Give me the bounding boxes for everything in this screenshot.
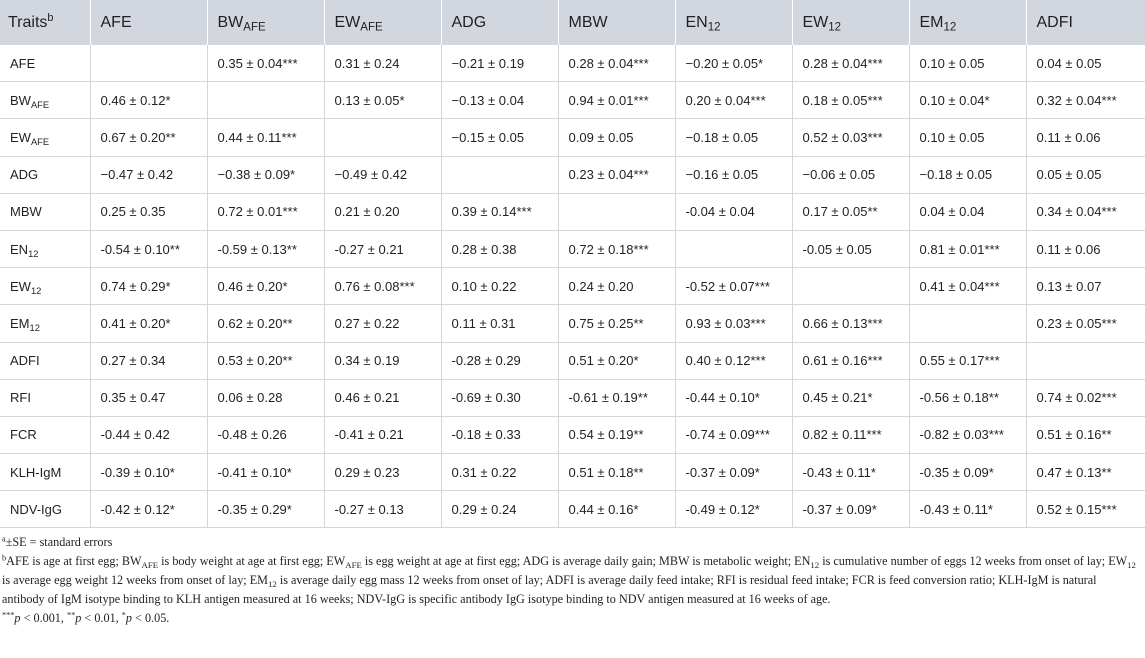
corner-footnote-marker: b (47, 11, 54, 24)
column-header (792, 0, 909, 45)
row-header (0, 268, 90, 305)
column-header (909, 0, 1026, 45)
table-cell: 0.32 ± 0.04*** (1026, 82, 1145, 119)
table-cell: -0.44 ± 0.10* (675, 379, 792, 416)
table-cell: 0.18 ± 0.05*** (792, 82, 909, 119)
table-cell (324, 119, 441, 156)
column-header-text: EW (334, 13, 361, 31)
column-header (324, 0, 441, 45)
row-header-text: EM (10, 315, 30, 331)
row-header-text: KLH-IgM (10, 464, 62, 480)
table-cell: 0.74 ± 0.02*** (1026, 379, 1145, 416)
table-cell: 0.74 ± 0.29* (90, 268, 207, 305)
table-cell: 0.39 ± 0.14*** (441, 193, 558, 230)
footnote-b-text: AFE is age at first egg; BW (6, 554, 142, 569)
table-cell (792, 268, 909, 305)
footnote-b-subscript: 12 (1127, 560, 1136, 571)
table-cell: 0.27 ± 0.34 (90, 342, 207, 379)
table-cell: −0.18 ± 0.05 (675, 119, 792, 156)
table-cell: 0.46 ± 0.12* (90, 82, 207, 119)
table-cell: -0.04 ± 0.04 (675, 193, 792, 230)
column-header-subscript: 12 (707, 21, 721, 34)
table-cell: 0.27 ± 0.22 (324, 305, 441, 342)
significance-p: p (75, 611, 82, 626)
table-cell: -0.18 ± 0.33 (441, 416, 558, 453)
footnote-b-text: is cumulative number of eggs 12 weeks from onset of lay; EW (819, 554, 1128, 569)
row-header-subscript: AFE (30, 136, 50, 147)
table-cell: 0.44 ± 0.11*** (207, 119, 324, 156)
table-cell: 0.62 ± 0.20** (207, 305, 324, 342)
row-header-text: NDV-IgG (10, 501, 63, 517)
table-row (0, 416, 1145, 453)
table-body (0, 45, 1145, 528)
row-header-subscript: AFE (30, 99, 50, 110)
table-cell (90, 45, 207, 82)
table-cell (558, 193, 675, 230)
row-header (0, 82, 90, 119)
table-cell: 0.53 ± 0.20** (207, 342, 324, 379)
table-cell: -0.42 ± 0.12* (90, 491, 207, 528)
row-header-subscript: 12 (30, 285, 42, 296)
significance-threshold: < 0.001, (20, 611, 67, 626)
table-cell: -0.56 ± 0.18** (909, 379, 1026, 416)
column-header (207, 0, 324, 45)
footnote-a-text: ±SE = standard errors (5, 535, 113, 550)
footnote-a (2, 533, 1139, 552)
table-row (0, 119, 1145, 156)
column-header (675, 0, 792, 45)
table-cell: 0.28 ± 0.04*** (792, 45, 909, 82)
table-cell: 0.13 ± 0.05* (324, 82, 441, 119)
table-cell: 0.34 ± 0.19 (324, 342, 441, 379)
table-cell: 0.72 ± 0.18*** (558, 230, 675, 267)
significance-stars: ** (67, 610, 76, 620)
column-header-text: ADG (451, 13, 487, 31)
table-cell (207, 82, 324, 119)
table-cell: 0.46 ± 0.20* (207, 268, 324, 305)
table-cell: −0.21 ± 0.19 (441, 45, 558, 82)
significance-stars: * (121, 610, 126, 620)
table-cell (909, 305, 1026, 342)
table-cell: 0.61 ± 0.16*** (792, 342, 909, 379)
footnote-b-text: is average egg weight 12 weeks from onset of lay; EM (2, 573, 269, 588)
table-cell: -0.27 ± 0.21 (324, 230, 441, 267)
footnote-b-text: is average daily egg mass 12 weeks from onset of lay; ADFI is average daily feed intake; RFI is residual feed intake; FCR is feed conversion ratio; KLH-IgM is natural antibody of IgM isotype binding to KLH antigen measured at 16 weeks; NDV-IgG is specific antibody IgG isotype binding to NDV antigen measured at 16 weeks of age. (2, 573, 1097, 607)
column-header-subscript: AFE (243, 21, 266, 34)
table-cell: 0.55 ± 0.17*** (909, 342, 1026, 379)
column-header (441, 0, 558, 45)
table-row (0, 454, 1145, 491)
corner-label: Traits (8, 13, 48, 31)
table-cell: 0.10 ± 0.05 (909, 45, 1026, 82)
table-row (0, 342, 1145, 379)
table-cell: 0.34 ± 0.04*** (1026, 193, 1145, 230)
table-cell: 0.94 ± 0.01*** (558, 82, 675, 119)
table-row (0, 379, 1145, 416)
column-header (1026, 0, 1145, 45)
table-cell: 0.72 ± 0.01*** (207, 193, 324, 230)
table-cell: 0.31 ± 0.24 (324, 45, 441, 82)
row-header (0, 119, 90, 156)
table-cell: 0.23 ± 0.05*** (1026, 305, 1145, 342)
table-cell: 0.09 ± 0.05 (558, 119, 675, 156)
table-cell: -0.69 ± 0.30 (441, 379, 558, 416)
table-cell: 0.93 ± 0.03*** (675, 305, 792, 342)
row-header (0, 193, 90, 230)
table-cell (675, 230, 792, 267)
table-cell: 0.04 ± 0.04 (909, 193, 1026, 230)
table-header-row (0, 0, 1145, 45)
column-header-subscript: 12 (943, 21, 957, 34)
table-cell: 0.76 ± 0.08*** (324, 268, 441, 305)
footnote-a-marker: a (2, 534, 6, 544)
significance-threshold: < 0.05. (132, 611, 170, 626)
corner-header (0, 0, 90, 45)
table-cell: -0.37 ± 0.09* (792, 491, 909, 528)
table-cell: 0.51 ± 0.18** (558, 454, 675, 491)
table-cell: 0.52 ± 0.15*** (1026, 491, 1145, 528)
table-cell (441, 156, 558, 193)
significance-p: p (125, 611, 132, 626)
table-cell: −0.38 ± 0.09* (207, 156, 324, 193)
table-cell: -0.61 ± 0.19** (558, 379, 675, 416)
table-cell: 0.29 ± 0.23 (324, 454, 441, 491)
table-cell: 0.04 ± 0.05 (1026, 45, 1145, 82)
table-cell: −0.20 ± 0.05* (675, 45, 792, 82)
table-row (0, 230, 1145, 267)
footnote-b-marker: b (2, 553, 7, 563)
table-cell: 0.47 ± 0.13** (1026, 454, 1145, 491)
table-cell: −0.15 ± 0.05 (441, 119, 558, 156)
column-header-text: ADFI (1036, 13, 1073, 31)
table-cell: 0.82 ± 0.11*** (792, 416, 909, 453)
footnote-significance (2, 609, 1139, 628)
column-header-text: EW (802, 13, 829, 31)
table-row (0, 268, 1145, 305)
footnote-b-text: is egg weight at age at first egg; ADG is average daily gain; MBW is metabolic weight; EN (361, 554, 811, 569)
footnote-b (2, 552, 1139, 609)
table-row (0, 156, 1145, 193)
table-cell: 0.41 ± 0.04*** (909, 268, 1026, 305)
significance-stars: *** (2, 610, 15, 620)
table-cell: -0.48 ± 0.26 (207, 416, 324, 453)
table-cell: 0.21 ± 0.20 (324, 193, 441, 230)
table-cell: -0.59 ± 0.13** (207, 230, 324, 267)
row-header-subscript: 12 (28, 248, 39, 259)
row-header-text: EN (10, 241, 29, 257)
table-cell: 0.51 ± 0.16** (1026, 416, 1145, 453)
table-cell: 0.35 ± 0.04*** (207, 45, 324, 82)
table-cell: 0.05 ± 0.05 (1026, 156, 1145, 193)
table-cell: -0.43 ± 0.11* (909, 491, 1026, 528)
row-header (0, 230, 90, 267)
table-cell: 0.66 ± 0.13*** (792, 305, 909, 342)
table-cell: 0.10 ± 0.05 (909, 119, 1026, 156)
table-cell: -0.41 ± 0.10* (207, 454, 324, 491)
row-header (0, 416, 90, 453)
table-cell: -0.41 ± 0.21 (324, 416, 441, 453)
column-header-text: AFE (100, 13, 132, 31)
row-header (0, 454, 90, 491)
table-cell: -0.05 ± 0.05 (792, 230, 909, 267)
table-cell: -0.74 ± 0.09*** (675, 416, 792, 453)
table-cell: 0.31 ± 0.22 (441, 454, 558, 491)
table-cell: -0.52 ± 0.07*** (675, 268, 792, 305)
table-cell: -0.28 ± 0.29 (441, 342, 558, 379)
table-cell: −0.06 ± 0.05 (792, 156, 909, 193)
row-header-text: ADFI (10, 353, 40, 369)
table-cell: 0.44 ± 0.16* (558, 491, 675, 528)
row-header-text: MBW (10, 204, 42, 220)
table-cell: -0.35 ± 0.09* (909, 454, 1026, 491)
row-header-text: EW (10, 129, 31, 145)
table-cell: -0.27 ± 0.13 (324, 491, 441, 528)
table-cell: 0.51 ± 0.20* (558, 342, 675, 379)
significance-p: p (14, 611, 21, 626)
table-cell: 0.06 ± 0.28 (207, 379, 324, 416)
footnote-b-subscript: AFE (141, 560, 159, 571)
row-header (0, 45, 90, 82)
column-header-subscript: AFE (360, 21, 383, 34)
row-header (0, 491, 90, 528)
table-cell (1026, 342, 1145, 379)
table-cell: 0.13 ± 0.07 (1026, 268, 1145, 305)
row-header-text: AFE (10, 55, 36, 71)
table-cell: -0.82 ± 0.03*** (909, 416, 1026, 453)
table-cell: 0.11 ± 0.06 (1026, 119, 1145, 156)
table-cell: -0.54 ± 0.10** (90, 230, 207, 267)
footnote-b-subscript: 12 (810, 560, 820, 571)
table-cell: 0.41 ± 0.20* (90, 305, 207, 342)
column-header-text: EM (919, 13, 944, 31)
significance-threshold: < 0.01, (81, 611, 122, 626)
column-header-text: MBW (568, 13, 608, 31)
row-header (0, 342, 90, 379)
table-cell: 0.28 ± 0.38 (441, 230, 558, 267)
table-cell: 0.52 ± 0.03*** (792, 119, 909, 156)
column-header (90, 0, 207, 45)
table-cell: 0.25 ± 0.35 (90, 193, 207, 230)
table-cell: −0.18 ± 0.05 (909, 156, 1026, 193)
footnote-b-text: is body weight at age at first egg; EW (158, 554, 346, 569)
table-row (0, 491, 1145, 528)
table-cell: 0.35 ± 0.47 (90, 379, 207, 416)
column-header (558, 0, 675, 45)
table-cell: −0.13 ± 0.04 (441, 82, 558, 119)
footnote-b-subscript: 12 (268, 579, 277, 590)
column-header-subscript: 12 (828, 21, 842, 34)
table-cell: 0.67 ± 0.20** (90, 119, 207, 156)
table-cell: -0.39 ± 0.10* (90, 454, 207, 491)
table-footnotes (0, 528, 1145, 628)
table-cell: 0.46 ± 0.21 (324, 379, 441, 416)
footnote-b-subscript: AFE (345, 560, 362, 571)
table-cell: 0.10 ± 0.04* (909, 82, 1026, 119)
table-cell: 0.24 ± 0.20 (558, 268, 675, 305)
table-cell: 0.81 ± 0.01*** (909, 230, 1026, 267)
table-cell: 0.11 ± 0.31 (441, 305, 558, 342)
table-cell: -0.44 ± 0.42 (90, 416, 207, 453)
table-cell: -0.43 ± 0.11* (792, 454, 909, 491)
row-header-text: EW (10, 278, 31, 294)
table-cell: -0.35 ± 0.29* (207, 491, 324, 528)
table-cell: 0.20 ± 0.04*** (675, 82, 792, 119)
table-cell: 0.45 ± 0.21* (792, 379, 909, 416)
row-header-text: RFI (10, 390, 31, 406)
table-cell: 0.10 ± 0.22 (441, 268, 558, 305)
table-cell: 0.75 ± 0.25** (558, 305, 675, 342)
row-header (0, 305, 90, 342)
table-row (0, 82, 1145, 119)
table-cell: -0.37 ± 0.09* (675, 454, 792, 491)
table-cell: 0.23 ± 0.04*** (558, 156, 675, 193)
table-cell: −0.49 ± 0.42 (324, 156, 441, 193)
column-header-text: BW (217, 13, 244, 31)
row-header-text: BW (10, 92, 31, 108)
row-header-text: FCR (10, 427, 37, 443)
row-header (0, 156, 90, 193)
column-header-text: EN (685, 13, 708, 31)
row-header-text: ADG (10, 167, 39, 183)
table-cell: −0.16 ± 0.05 (675, 156, 792, 193)
table-cell: 0.40 ± 0.12*** (675, 342, 792, 379)
table-cell: −0.47 ± 0.42 (90, 156, 207, 193)
table-cell: -0.49 ± 0.12* (675, 491, 792, 528)
row-header-subscript: 12 (29, 322, 40, 333)
table-row (0, 45, 1145, 82)
table-cell: 0.17 ± 0.05** (792, 193, 909, 230)
table-row (0, 193, 1145, 230)
table-row (0, 305, 1145, 342)
table-cell: 0.29 ± 0.24 (441, 491, 558, 528)
table-cell: 0.11 ± 0.06 (1026, 230, 1145, 267)
table-cell: 0.28 ± 0.04*** (558, 45, 675, 82)
row-header (0, 379, 90, 416)
table-cell: 0.54 ± 0.19** (558, 416, 675, 453)
